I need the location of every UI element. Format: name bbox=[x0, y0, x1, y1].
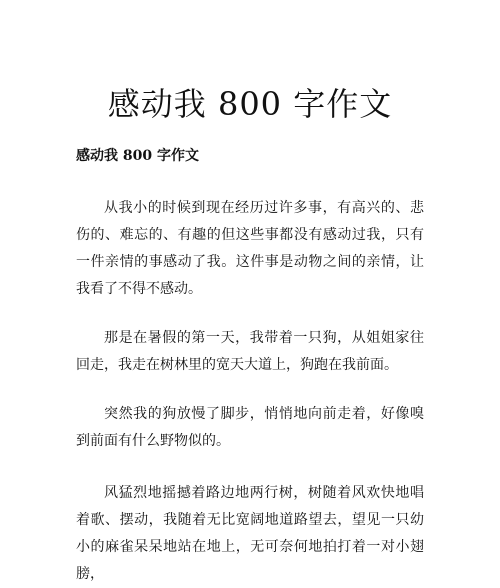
paragraph: 从我小的时候到现在经历过许多事，有高兴的、悲伤的、难忘的、有趣的但这些事都没有感动过我，只有一件亲情的事感动了我。这件事是动物之间的亲情，让我看了不得不感动。 bbox=[76, 200, 424, 297]
paragraph: 突然我的狗放慢了脚步，悄悄地向前走着，好像嗅到前面有什么野物似的。 bbox=[76, 406, 424, 449]
document-subtitle: 感动我 800 字作文 bbox=[76, 148, 199, 164]
paragraph: 风猛烈地摇撼着路边地两行树，树随着风欢快地唱着歌、摆动，我随着无比宽阔地道路望去，望见一只幼小的麻雀呆呆地站在地上，无可奈何地拍打着一对小翅膀， bbox=[76, 485, 424, 582]
paragraph: 那是在暑假的第一天，我带着一只狗，从姐姐家往回走，我走在树林里的宽天大道上，狗跑在我前面。 bbox=[76, 330, 424, 373]
document-title: 感动我 800 字作文 bbox=[107, 85, 393, 123]
